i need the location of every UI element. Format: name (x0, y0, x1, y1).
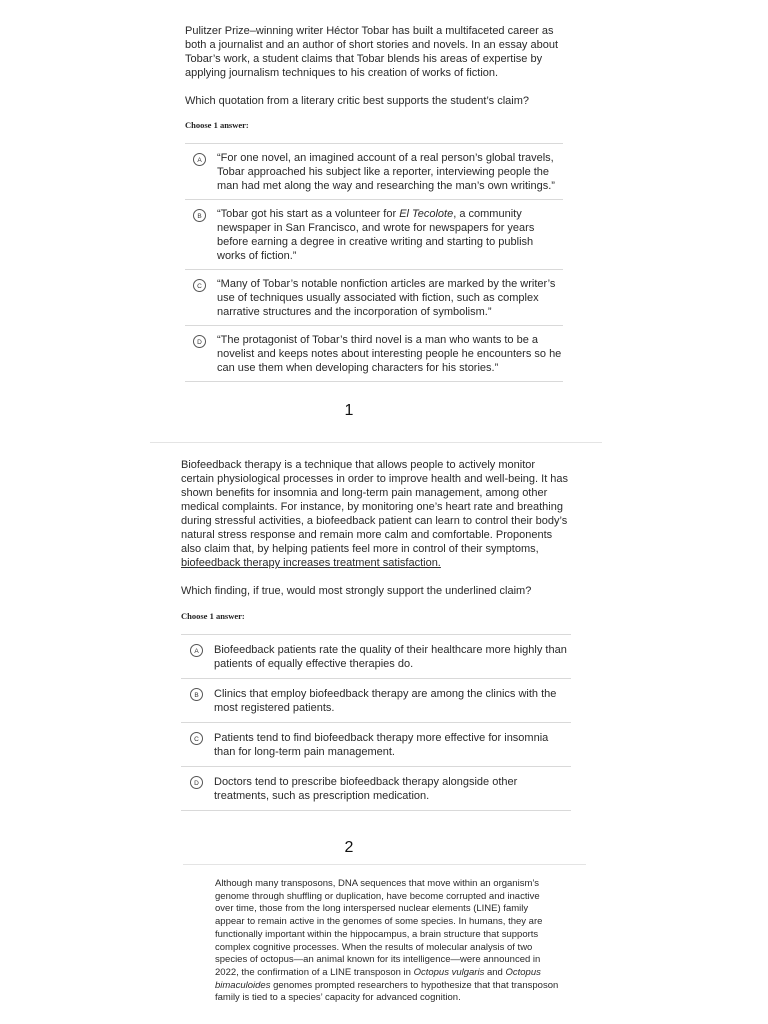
question-2-prompt: Which finding, if true, would most strongly support the underlined claim? (181, 585, 532, 597)
answer-option-b[interactable] (181, 679, 571, 723)
choose-answer-label: Choose 1 answer: (181, 611, 245, 621)
question-2-passage-text: Biofeedback therapy is a technique that allows people to actively monitor certain physiological processes in order to improve health and well-being. It has shown benefits for insomnia and long-term pain management, among other medical complaints. For instance, by monitoring one’s heart rate and breathing during stressful activities, a biofeedback patient can learn to control their body’s natural stress response and remain more calm and comfortable. Proponents also claim that, by helping patients feel more in control of their symptoms, (181, 459, 569, 555)
page-divider-1 (150, 442, 602, 443)
question-2 (181, 458, 571, 811)
answer-option-b[interactable] (185, 200, 563, 270)
newspaper-title: El Tecolote (399, 208, 454, 220)
question-1-passage: Pulitzer Prize–winning writer Héctor Tobar has built a multifaceted career as both a journalist and an author of short stories and novels. In an essay about Tobar’s work, a student claims that Tobar blends his areas of expertise by applying journalism techniques to his creation of works of fiction. (185, 25, 559, 79)
option-letter-c: C (193, 279, 206, 292)
choose-answer-label: Choose 1 answer: (185, 120, 249, 130)
answer-options (185, 143, 563, 382)
question-1 (185, 24, 563, 382)
option-text-b: Clinics that employ biofeedback therapy are among the clinics with the most registered patients. (214, 688, 557, 714)
answer-option-c[interactable] (185, 270, 563, 326)
question-2-passage (181, 458, 571, 570)
answer-option-a[interactable] (181, 635, 571, 679)
answer-option-c[interactable] (181, 723, 571, 767)
option-letter-d: D (193, 335, 206, 348)
conjunction: and (484, 966, 506, 978)
option-text-a: “For one novel, an imagined account of a real person’s global travels, Tobar approached his subject like a reporter, interviewing people the man had met along the way and researching the man’s own writings.” (217, 152, 555, 192)
option-text-a: Biofeedback patients rate the quality of their healthcare more highly than patients of equally effective therapies do. (214, 644, 567, 670)
answer-option-d[interactable] (181, 767, 571, 811)
species-name-2: Octopus bimaculoides (215, 966, 541, 991)
question-1-prompt: Which quotation from a literary critic best supports the student’s claim? (185, 95, 530, 107)
question-3-passage-end: genomes prompted researchers to hypothesize that that transposon family is tied to a species’ capacity for advanced cognition. (215, 979, 559, 1004)
option-text-b-end: , a community newspaper in San Francisco, and wrote for newspapers for years before earning a degree in creative writing and starting to publish works of fiction.” (217, 208, 535, 262)
question-3-passage (215, 878, 560, 1005)
question-3 (215, 878, 560, 1005)
answer-option-a[interactable] (185, 144, 563, 200)
option-text-c: Patients tend to find biofeedback therapy more effective for insomnia than for long-term pain management. (214, 732, 549, 758)
question-3-passage-start: Although many transposons, DNA sequences that move within an organism’s genome through shuffling or duplication, have become corrupted and inactive over time, those from the long interspersed nuclear elements (LINE) family appear to remain active in the genomes of some species. In humans, they are functionally important within the hippocampus, a brain structure that supports complex cognitive processes. When the results of molecular analysis of two species of octopus—an animal known for its intelligence—were announced in 2022, the confirmation of a LINE transposon in (215, 878, 543, 978)
answer-options (181, 634, 571, 811)
option-letter-a: A (193, 153, 206, 166)
option-text-c: “Many of Tobar’s notable nonfiction articles are marked by the writer’s use of techniques usually associated with fiction, such as complex narrative structures and the incorporation of symbolism.” (217, 278, 556, 318)
option-letter-d: D (190, 776, 203, 789)
option-letter-c: C (190, 732, 203, 745)
option-letter-b: B (190, 688, 203, 701)
option-text-b (217, 207, 563, 263)
species-name-1: Octopus vulgaris (413, 966, 485, 978)
page-number-1: 1 (344, 402, 354, 419)
page-number-2: 2 (344, 839, 354, 856)
option-letter-b: B (193, 209, 206, 222)
option-letter-a: A (190, 644, 203, 657)
answer-option-d[interactable] (185, 326, 563, 382)
option-text-d: Doctors tend to prescribe biofeedback therapy alongside other treatments, such as prescription medication. (214, 776, 518, 802)
underlined-claim: biofeedback therapy increases treatment satisfaction. (181, 557, 441, 569)
option-text-b-start: “Tobar got his start as a volunteer for (217, 208, 400, 220)
page-divider-2 (183, 864, 586, 865)
option-text-d: “The protagonist of Tobar’s third novel is a man who wants to be a novelist and keeps notes about interesting people he encounters so he can use them when developing characters for his stories.” (217, 334, 562, 374)
